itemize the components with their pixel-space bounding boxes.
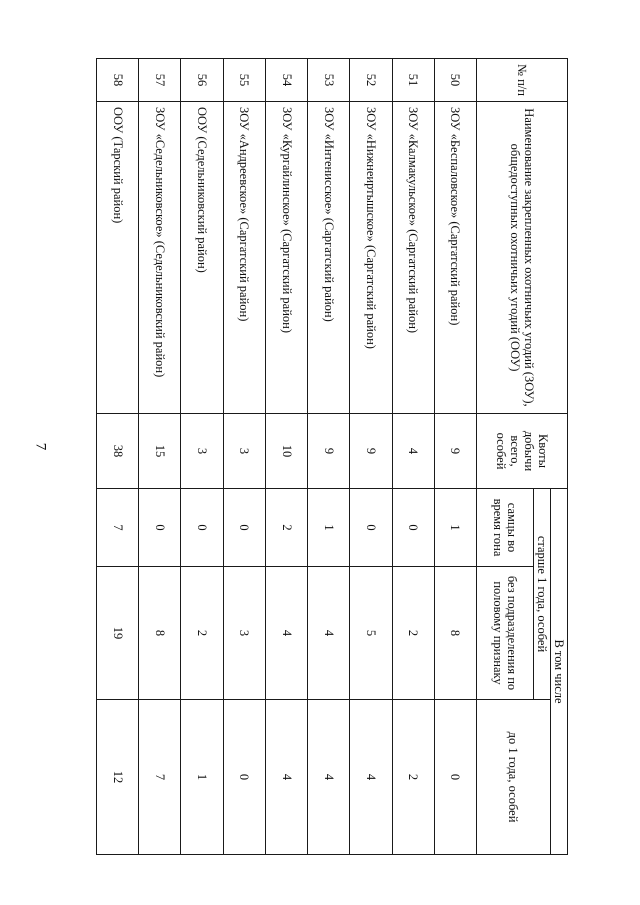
row-number: 57 [139, 59, 181, 102]
row-under1: 4 [308, 700, 350, 855]
row-males: 0 [392, 489, 434, 567]
table-row [392, 59, 434, 855]
row-name: ЗОУ «Седельниковское» (Седельниковский район) [139, 102, 181, 414]
row-number: 56 [181, 59, 223, 102]
row-number: 53 [308, 59, 350, 102]
row-males: 0 [181, 489, 223, 567]
quota-table [96, 58, 568, 855]
table-row [139, 59, 181, 855]
row-name: ЗОУ «Интенисское» (Саргатский район) [308, 102, 350, 414]
row-name: ЗОУ «Кургайлинское» (Саргатский район) [265, 102, 307, 414]
row-males: 2 [265, 489, 307, 567]
row-number: 58 [97, 59, 139, 102]
table-row [434, 59, 476, 855]
table-row [181, 59, 223, 855]
row-no-split: 5 [350, 567, 392, 700]
row-total: 3 [181, 414, 223, 489]
row-name: ООУ (Тарский район) [97, 102, 139, 414]
row-no-split: 8 [139, 567, 181, 700]
row-under1: 0 [223, 700, 265, 855]
header-under1: до 1 года, особей [477, 700, 551, 855]
table-row [350, 59, 392, 855]
row-males: 0 [139, 489, 181, 567]
table-row [265, 59, 307, 855]
row-name: ООУ (Седельниковский район) [181, 102, 223, 414]
row-no-split: 19 [97, 567, 139, 700]
table-sheet [96, 58, 568, 854]
header-males: самцы во время гона [477, 489, 534, 567]
row-under1: 4 [350, 700, 392, 855]
row-under1: 4 [265, 700, 307, 855]
row-no-split: 3 [223, 567, 265, 700]
row-under1: 12 [97, 700, 139, 855]
rotated-table-container [96, 58, 568, 854]
row-no-split: 8 [434, 567, 476, 700]
row-name: ЗОУ «Андреевское» (Саргатский район) [223, 102, 265, 414]
row-males: 1 [308, 489, 350, 567]
row-males: 0 [223, 489, 265, 567]
row-under1: 2 [392, 700, 434, 855]
row-name: ЗОУ «Калмакульское» (Саргатский район) [392, 102, 434, 414]
row-name: ЗОУ «Нижнеиртышское» (Саргатский район) [350, 102, 392, 414]
row-total: 9 [434, 414, 476, 489]
row-males: 0 [350, 489, 392, 567]
header-no-split: без подразделения по половому признаку [477, 567, 534, 700]
header-including: В том числе [551, 489, 568, 855]
row-total: 9 [308, 414, 350, 489]
header-name: Наименование закрепленных охотничьих угодий (ЗОУ), общедоступных охотничьих угодий (ООУ) [477, 102, 568, 414]
row-number: 55 [223, 59, 265, 102]
row-under1: 1 [181, 700, 223, 855]
row-number: 50 [434, 59, 476, 102]
row-number: 52 [350, 59, 392, 102]
row-males: 7 [97, 489, 139, 567]
row-total: 38 [97, 414, 139, 489]
row-total: 9 [350, 414, 392, 489]
header-num: № п/п [477, 59, 568, 102]
row-total: 3 [223, 414, 265, 489]
row-total: 4 [392, 414, 434, 489]
row-number: 54 [265, 59, 307, 102]
header-older: старше 1 года, особей [534, 489, 551, 700]
table-row [97, 59, 139, 855]
row-no-split: 4 [308, 567, 350, 700]
row-total: 15 [139, 414, 181, 489]
table-row [223, 59, 265, 855]
row-no-split: 2 [181, 567, 223, 700]
header-quota: Квоты добычи всего, особей [477, 414, 568, 489]
table-row [308, 59, 350, 855]
row-total: 10 [265, 414, 307, 489]
row-under1: 7 [139, 700, 181, 855]
row-number: 51 [392, 59, 434, 102]
row-no-split: 2 [392, 567, 434, 700]
row-no-split: 4 [265, 567, 307, 700]
page-number: 7 [32, 442, 49, 451]
row-under1: 0 [434, 700, 476, 855]
row-name: ЗОУ «Беспаловское» (Саргатский район) [434, 102, 476, 414]
row-males: 1 [434, 489, 476, 567]
